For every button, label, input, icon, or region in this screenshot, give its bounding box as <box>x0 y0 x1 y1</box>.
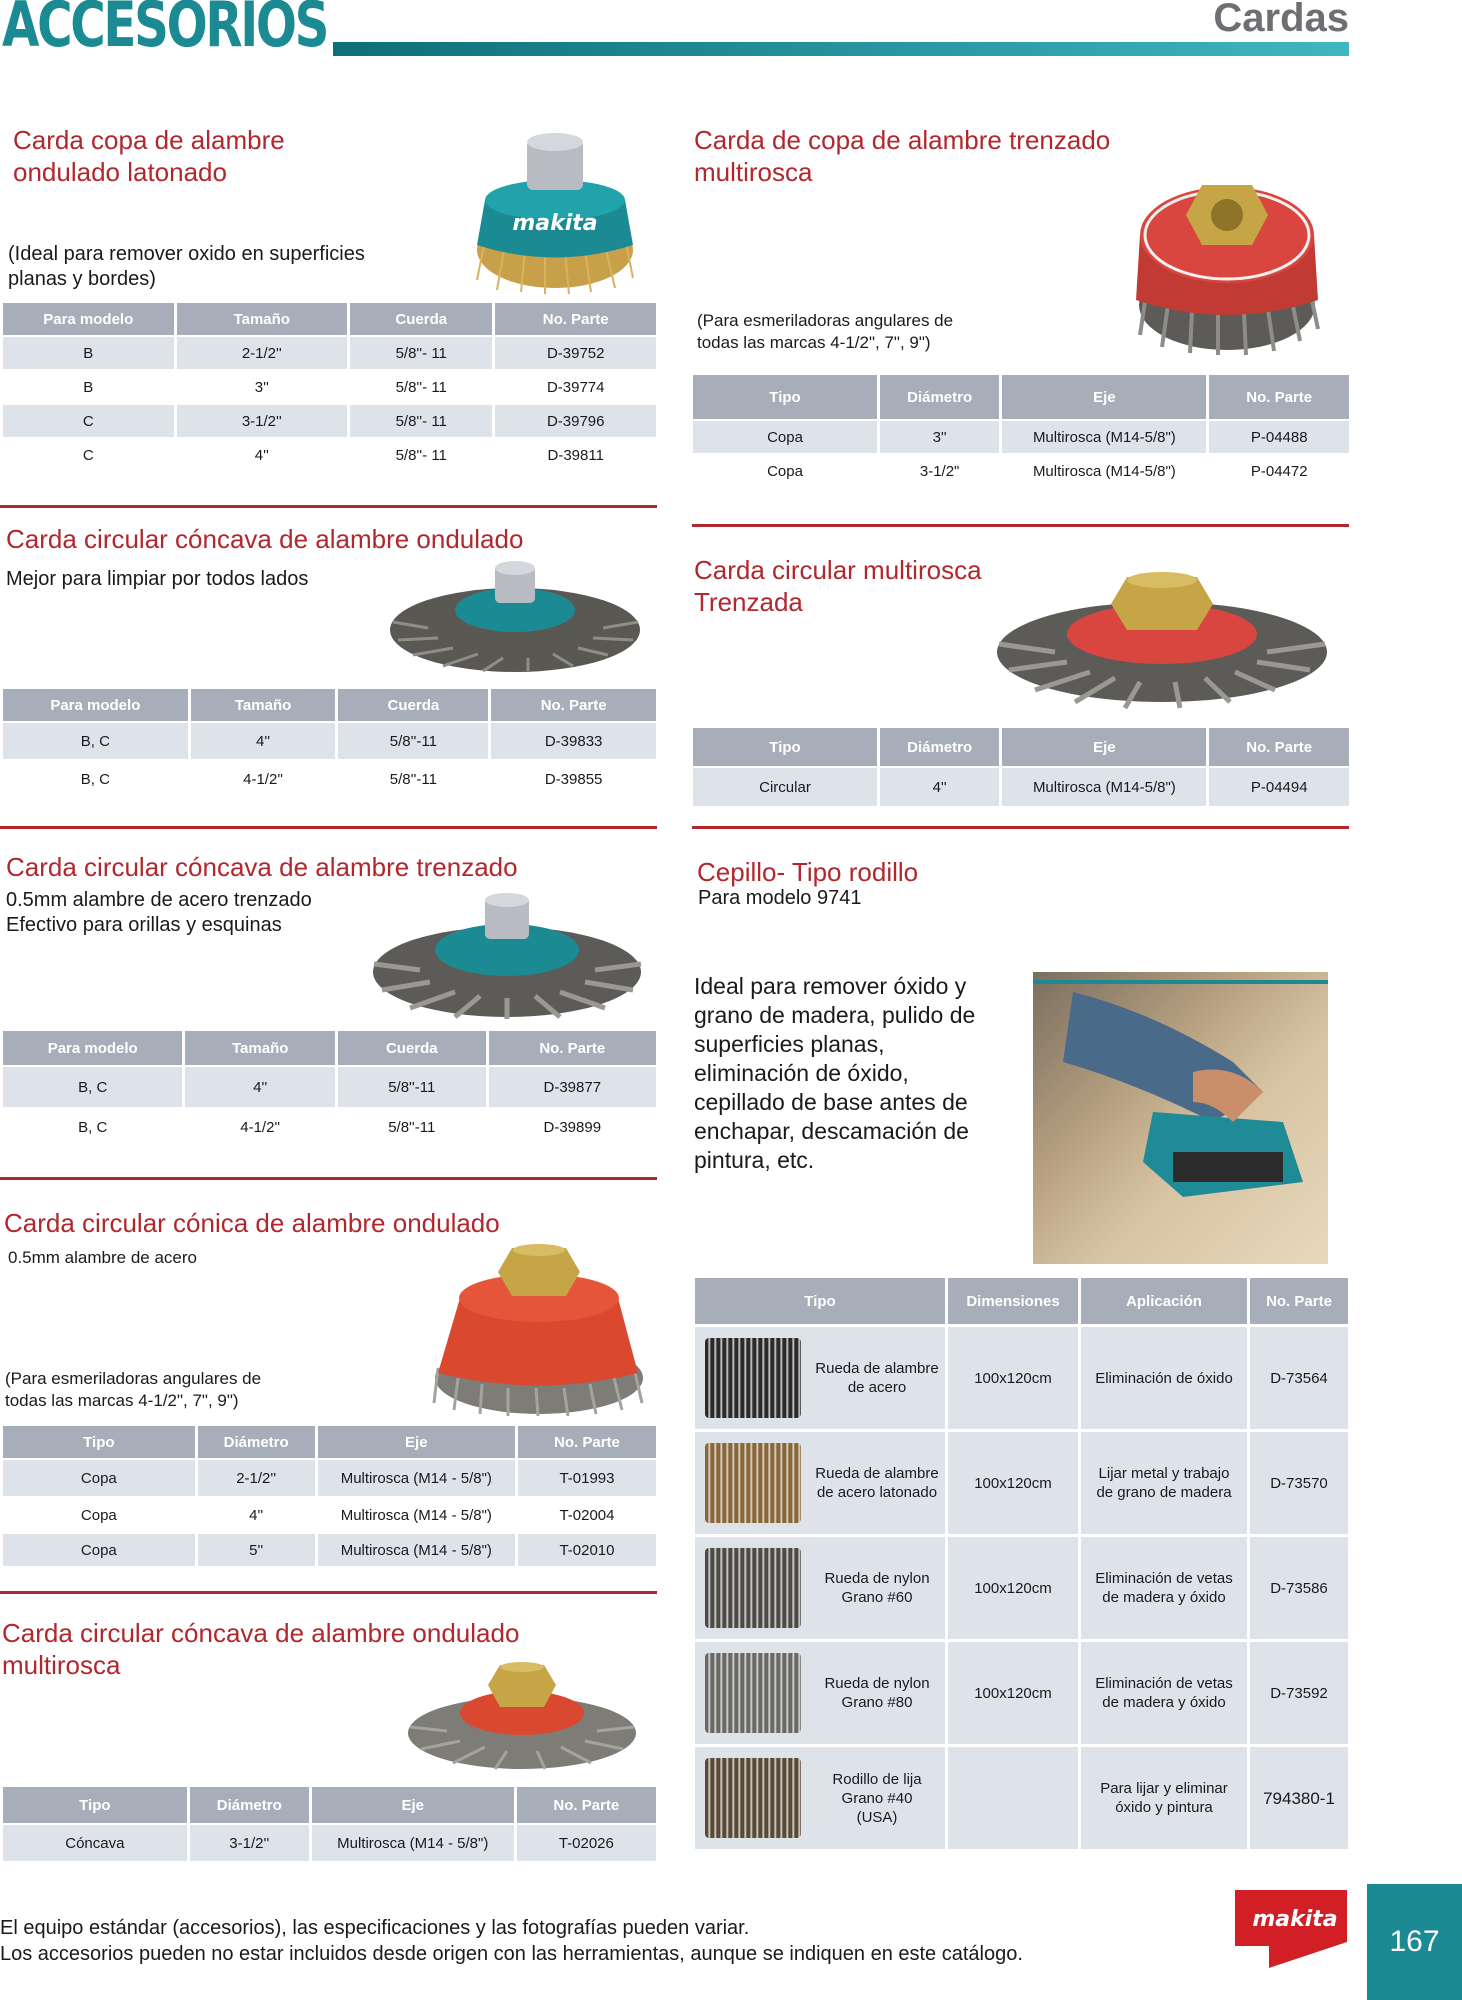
cell: Cóncava <box>3 1825 187 1861</box>
circular-twisted-brush-image <box>995 562 1330 712</box>
cell <box>695 1327 945 1429</box>
cell: 2-1/2'' <box>198 1460 315 1496</box>
roller-wheel-image <box>705 1548 801 1628</box>
planer-tool-image <box>1033 972 1328 1264</box>
section-desc-6: Ideal para remover óxido y grano de madera, pulido de superficies planas, eliminación de óxido, cepillado de base antes de enchapar, descamación de pintura, etc. <box>694 973 976 1173</box>
cell: T-01993 <box>518 1460 656 1496</box>
conical-brush-image <box>432 1238 647 1418</box>
divider <box>0 505 657 508</box>
cell: Copa <box>693 421 877 453</box>
table-section-7 <box>0 1424 659 1568</box>
cell: B, C <box>3 1109 182 1145</box>
table-row <box>693 768 1349 806</box>
col-header: No. Parte <box>1250 1278 1348 1324</box>
cell-text: Rodillo de lija Grano #40 (USA) <box>832 1770 922 1826</box>
cell: Lijar metal y trabajo de grano de madera <box>1081 1432 1247 1534</box>
cell: 5'' <box>198 1534 315 1566</box>
cell: 3'' <box>880 421 999 453</box>
cell-text: Rueda de alambre de acero latonado <box>815 1465 939 1501</box>
cell: 3-1/2'' <box>190 1825 309 1861</box>
cell: D-39811 <box>495 439 656 471</box>
cell: Copa <box>3 1534 195 1566</box>
col-header: Tamaño <box>185 1031 335 1065</box>
cell: 4'' <box>191 723 336 759</box>
table-section-5 <box>0 1029 659 1147</box>
table-section-1 <box>0 301 659 473</box>
cell: Copa <box>693 455 877 487</box>
cell: 3-1/2'' <box>177 405 348 437</box>
col-header: Cuerda <box>338 689 488 721</box>
cell: 4'' <box>185 1067 335 1107</box>
cell: D-39774 <box>495 371 656 403</box>
section-title-5: Carda circular cóncava de alambre trenzado <box>6 852 518 882</box>
cell: 3-1/2" <box>880 455 999 487</box>
col-header: Eje <box>1002 728 1206 766</box>
table-row <box>3 1067 656 1107</box>
cell: Copa <box>3 1498 195 1532</box>
table-row <box>3 1460 656 1496</box>
section-desc-5: 0.5mm alambre de acero trenzado Efectivo para orillas y esquinas <box>6 889 312 936</box>
table-row <box>3 337 656 369</box>
col-header: No. Parte <box>491 689 656 721</box>
logo-text: makita <box>1252 1907 1338 1932</box>
col-header: Tipo <box>3 1426 195 1458</box>
cell: D-39833 <box>491 723 656 759</box>
section-subtitle-6: Para modelo 9741 <box>698 887 862 909</box>
col-header: No. Parte <box>1209 728 1349 766</box>
cell: B, C <box>3 723 188 759</box>
divider <box>0 1591 657 1594</box>
cell: P-04488 <box>1209 421 1349 453</box>
cell: B, C <box>3 1067 182 1107</box>
roller-wheel-image <box>705 1338 801 1418</box>
col-header: Dimensiones <box>948 1278 1078 1324</box>
table-row <box>3 405 656 437</box>
col-header: Tamaño <box>177 303 348 335</box>
cell: B <box>3 371 174 403</box>
cell: D-39855 <box>491 761 656 797</box>
cell: D-73592 <box>1250 1642 1348 1744</box>
cell: 5/8''- 11 <box>350 371 492 403</box>
col-header: Aplicación <box>1081 1278 1247 1324</box>
cell: Copa <box>3 1460 195 1496</box>
section-desc-7: (Para esmeriladoras angulares de todas las marcas 4-1/2", 7", 9") <box>5 1369 262 1410</box>
col-header: Para modelo <box>3 303 174 335</box>
col-header: Tipo <box>695 1278 945 1324</box>
circular-concave-multithread-brush-image <box>405 1655 640 1775</box>
cell: 5/8''- 11 <box>350 337 492 369</box>
col-header: No. Parte <box>489 1031 656 1065</box>
cell: D-73586 <box>1250 1537 1348 1639</box>
cell: 5/8''- 11 <box>350 405 492 437</box>
table-section-3 <box>0 687 659 799</box>
table-section-4 <box>690 726 1352 808</box>
cell: Eliminación de vetas de madera y óxido <box>1081 1537 1247 1639</box>
cell: 5/8''-11 <box>338 761 488 797</box>
cell: P-04472 <box>1209 455 1349 487</box>
cell: D-73570 <box>1250 1432 1348 1534</box>
cell: B, C <box>3 761 188 797</box>
col-header: Para modelo <box>3 689 188 721</box>
circular-concave-brush-image <box>388 560 643 680</box>
table-row <box>3 1825 656 1861</box>
sanding-roller-image <box>705 1758 801 1838</box>
cell: D-73564 <box>1250 1327 1348 1429</box>
cell: 4'' <box>177 439 348 471</box>
cell: 100x120cm <box>948 1642 1078 1744</box>
cell: Multirosca (M14 - 5/8") <box>318 1498 515 1532</box>
cell: Eliminación de óxido <box>1081 1327 1247 1429</box>
roller-wheel-image <box>705 1443 801 1523</box>
cell: Circular <box>693 768 877 806</box>
cell: Multirosca (M14-5/8") <box>1002 455 1206 487</box>
col-header: Diámetro <box>198 1426 315 1458</box>
footer-note-1: El equipo estándar (accesorios), las especificaciones y las fotografías pueden variar. <box>0 1917 750 1939</box>
table-row <box>695 1432 1348 1534</box>
cell: 100x120cm <box>948 1432 1078 1534</box>
cell: Multirosca (M14 - 5/8") <box>318 1534 515 1566</box>
col-header: No. Parte <box>1209 375 1349 419</box>
cell: T-02004 <box>518 1498 656 1532</box>
footer-note-2: Los accesorios pueden no estar incluidos desde origen con las herramientas, aunque se indiquen en este catálogo. <box>0 1943 1023 1965</box>
cell: 4-1/2'' <box>185 1109 335 1145</box>
col-header: Eje <box>1002 375 1206 419</box>
cell: C <box>3 439 174 471</box>
col-header: Diámetro <box>190 1787 309 1823</box>
col-header: Diámetro <box>880 728 999 766</box>
cell: 4'' <box>198 1498 315 1532</box>
planer-in-use-photo <box>1033 972 1328 1264</box>
svg-text:makita: makita <box>512 211 598 236</box>
cell: P-04494 <box>1209 768 1349 806</box>
divider <box>692 826 1349 829</box>
section-title-4: Carda circular multirosca Trenzada <box>694 555 982 617</box>
table-row <box>693 455 1349 487</box>
cell <box>695 1537 945 1639</box>
table-row <box>3 1534 656 1566</box>
makita-logo <box>1235 1886 1347 1968</box>
cell: Multirosca (M14 - 5/8") <box>318 1460 515 1496</box>
page-section-title: ACCESORIOS <box>2 0 328 61</box>
cell <box>695 1642 945 1744</box>
col-header: No. Parte <box>495 303 656 335</box>
cell: 100x120cm <box>948 1327 1078 1429</box>
col-header: Diámetro <box>880 375 999 419</box>
col-header: Cuerda <box>338 1031 486 1065</box>
section-title-1: Carda copa de alambre ondulado latonado <box>13 125 285 187</box>
cell: T-02026 <box>517 1825 656 1861</box>
cell: 4'' <box>880 768 999 806</box>
cell-text: Rueda de nylon Grano #60 <box>824 1570 930 1606</box>
cell <box>948 1747 1078 1849</box>
section-title-2: Carda de copa de alambre trenzado multirosca <box>694 125 1111 187</box>
cell <box>695 1432 945 1534</box>
col-header: Tipo <box>693 728 877 766</box>
cell: Multirosca (M14-5/8") <box>1002 768 1206 806</box>
col-header: Eje <box>312 1787 514 1823</box>
category-title: Cardas <box>1213 0 1349 40</box>
table-section-2 <box>690 373 1352 489</box>
cup-brush-twisted-image <box>1132 165 1322 360</box>
table-row <box>3 723 656 759</box>
section-desc-3: Mejor para limpiar por todos lados <box>6 568 309 590</box>
col-header: Para modelo <box>3 1031 182 1065</box>
circular-concave-twisted-brush-image <box>370 892 645 1022</box>
cell: Multirosca (M14 - 5/8") <box>312 1825 514 1861</box>
col-header: Eje <box>318 1426 515 1458</box>
cell: 4-1/2'' <box>191 761 336 797</box>
cell: C <box>3 405 174 437</box>
table-row <box>3 761 656 797</box>
table-row <box>695 1747 1348 1849</box>
section-title-3: Carda circular cóncava de alambre ondulado <box>6 524 524 554</box>
section-subtitle-7: 0.5mm alambre de acero <box>8 1248 197 1267</box>
col-header: No. Parte <box>517 1787 656 1823</box>
cell-text: Rueda de alambre de acero <box>815 1360 939 1396</box>
table-row <box>3 439 656 471</box>
roller-wheel-image <box>705 1653 801 1733</box>
cell: 794380-1 <box>1250 1747 1348 1849</box>
cell: 5/8''-11 <box>338 1109 486 1145</box>
divider <box>692 524 1349 527</box>
cell: Multirosca (M14-5/8") <box>1002 421 1206 453</box>
cell: D-39796 <box>495 405 656 437</box>
cell: D-39899 <box>489 1109 656 1145</box>
table-section-8 <box>0 1785 659 1863</box>
table-row <box>695 1537 1348 1639</box>
section-desc-2: (Para esmeriladoras angulares de todas las marcas 4-1/2", 7", 9") <box>697 311 954 352</box>
section-title-6: Cepillo- Tipo rodillo <box>697 857 919 887</box>
section-title-8: Carda circular cóncava de alambre ondulado multirosca <box>2 1618 520 1680</box>
col-header: Tamaño <box>191 689 336 721</box>
divider <box>0 826 657 829</box>
table-row <box>693 421 1349 453</box>
cup-brush-brass-image <box>475 130 635 295</box>
cell: B <box>3 337 174 369</box>
table-row <box>3 371 656 403</box>
table-row <box>695 1642 1348 1744</box>
table-row <box>695 1327 1348 1429</box>
table-section-6 <box>692 1275 1351 1852</box>
cell: T-02010 <box>518 1534 656 1566</box>
section-title-7: Carda circular cónica de alambre ondulado <box>4 1208 500 1238</box>
table-row <box>3 1109 656 1145</box>
header-bar <box>333 42 1349 56</box>
col-header: Tipo <box>3 1787 187 1823</box>
col-header: Cuerda <box>350 303 492 335</box>
cell: 5/8''-11 <box>338 1067 486 1107</box>
page-number: 167 <box>1367 1884 1462 2000</box>
cell-text: Rueda de nylon Grano #80 <box>824 1675 930 1711</box>
table-row <box>3 1498 656 1532</box>
divider <box>0 1177 657 1180</box>
section-desc-1: (Ideal para remover oxido en superficies planas y bordes) <box>8 243 365 290</box>
cell: 2-1/2'' <box>177 337 348 369</box>
cell: 5/8''-11 <box>338 723 488 759</box>
cell: D-39877 <box>489 1067 656 1107</box>
cell: Eliminación de vetas de madera y óxido <box>1081 1642 1247 1744</box>
col-header: No. Parte <box>518 1426 656 1458</box>
cell: 5/8''- 11 <box>350 439 492 471</box>
cell: Para lijar y eliminar óxido y pintura <box>1081 1747 1247 1849</box>
cell: 3'' <box>177 371 348 403</box>
cell: 100x120cm <box>948 1537 1078 1639</box>
col-header: Tipo <box>693 375 877 419</box>
cell <box>695 1747 945 1849</box>
cell: D-39752 <box>495 337 656 369</box>
